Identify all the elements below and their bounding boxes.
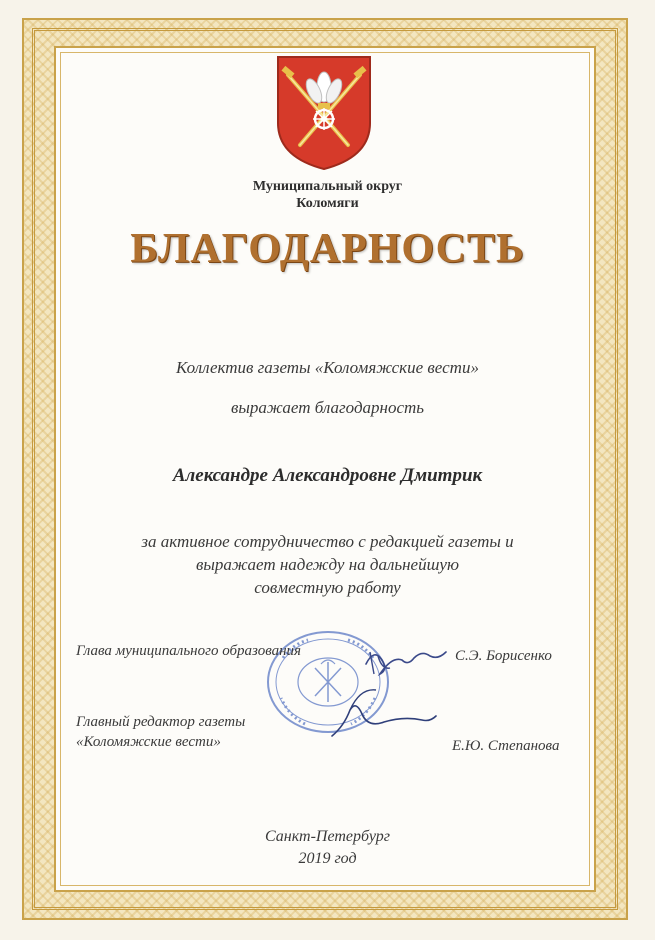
reason-line-3: совместную работу (254, 578, 401, 597)
signatory-1-name: С.Э. Борисенко (455, 648, 552, 664)
signatory-2-position (76, 712, 245, 752)
reason-line-1: за активное сотрудничество с редакцией газеты и (141, 532, 514, 551)
signatory-2-position-line-2: «Коломяжские вести» (76, 734, 221, 750)
body-line-2: выражает благодарность (230, 398, 425, 417)
signatory-1-position: Глава муниципального образования (76, 643, 302, 659)
place-and-date (0, 826, 655, 870)
body-line-1: Коллектив газеты «Коломяжские вести» (176, 358, 479, 377)
document-title: БЛАГОДАРНОСТЬ (130, 226, 525, 272)
city: Санкт-Петербург (265, 828, 390, 845)
year: 2019 год (298, 850, 357, 867)
coat-of-arms-emblem (274, 53, 374, 173)
signatory-2-position-line-1: Главный редактор газеты (76, 714, 246, 730)
signatory-2-name: Е.Ю. Степанова (452, 738, 560, 754)
organization-line-2: Коломяги (296, 196, 359, 211)
reason-line-2: выражает надежду на дальнейшую (196, 555, 459, 574)
handwritten-signatures (330, 630, 450, 740)
organization-name (0, 178, 655, 212)
reason-text (0, 530, 655, 599)
organization-line-1: Муниципальный округ (252, 179, 403, 194)
recipient-name: Александре Александровне Дмитрик (172, 465, 483, 486)
